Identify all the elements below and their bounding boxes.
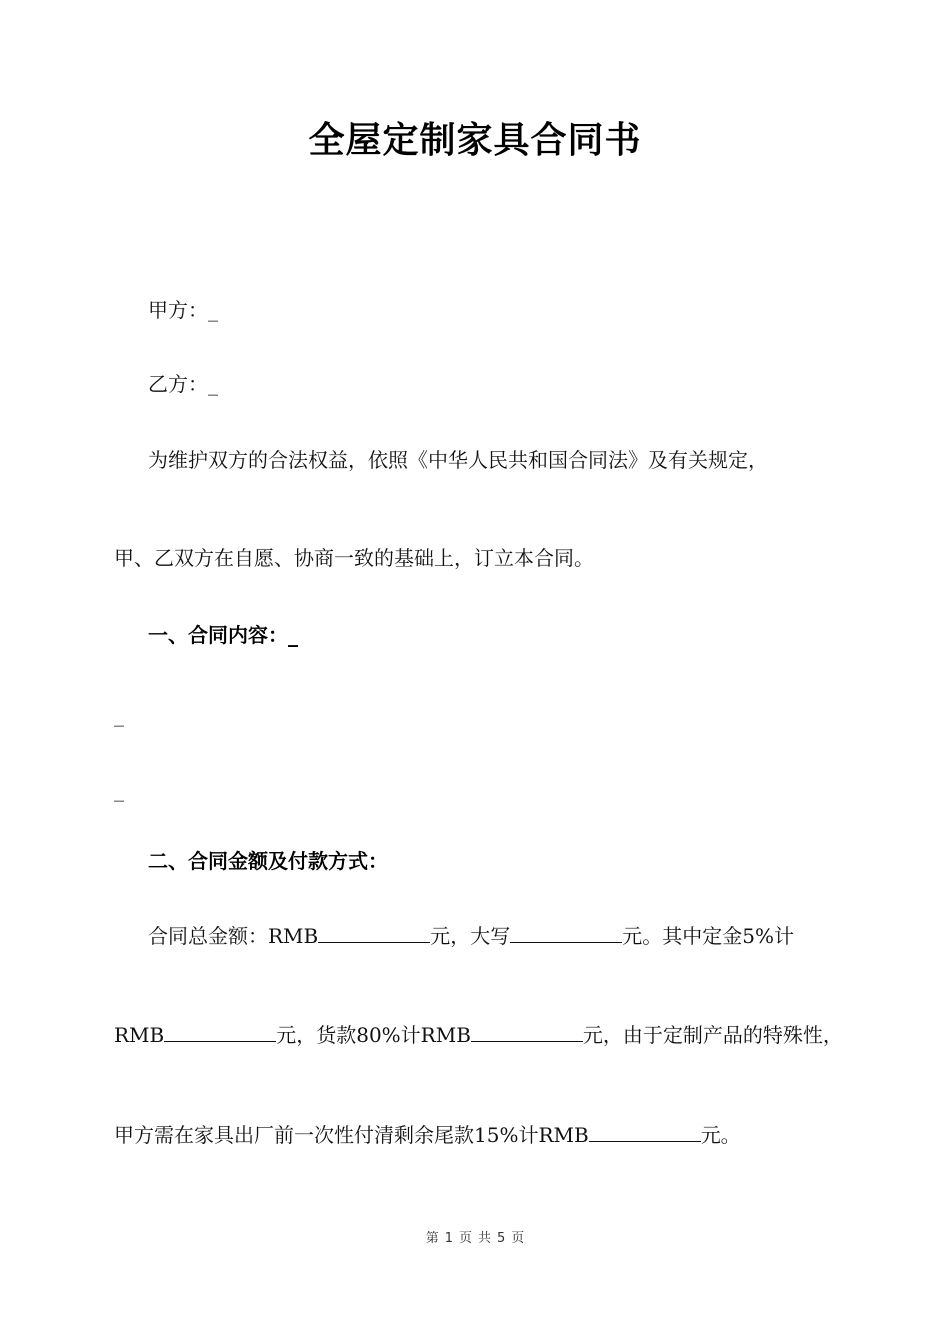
amount-line-3-part-2: 元。 (700, 1123, 741, 1147)
section-1-blank-line-2: _ (114, 778, 124, 802)
section-1-heading-text: 一、合同内容： (148, 623, 288, 647)
footer-page-mid: 页 (458, 1231, 472, 1246)
footer-current-page: 1 (444, 1231, 453, 1246)
amount-line-2-part-3: 元，由于定制产品的特殊性， (582, 1023, 843, 1047)
document-title: 全屋定制家具合同书 (308, 120, 642, 161)
footer-page-prefix: 第 (425, 1231, 439, 1246)
amount-line-1-part-3: 元。其中定金5%计 (622, 924, 794, 948)
goods-payment-blank (471, 1023, 583, 1042)
amount-line-2-part-2: 元，货款80%计RMB (276, 1023, 471, 1047)
final-payment-blank (589, 1123, 701, 1142)
section-1-heading-blank: _ (288, 623, 298, 647)
footer-page-suffix: 页 (511, 1231, 525, 1246)
amount-line-1-part-2: 元，大写 (430, 924, 511, 948)
footer-total-pages: 5 (497, 1231, 506, 1246)
amount-line-1 (148, 921, 794, 951)
footer-total-prefix: 共 (478, 1231, 492, 1246)
party-a-label: 甲方： (148, 298, 208, 322)
amount-line-3 (114, 1120, 741, 1150)
amount-line-1-part-1: 合同总金额：RMB (148, 924, 319, 948)
party-a-line (148, 295, 218, 325)
section-1-blank-line-1: _ (114, 703, 124, 727)
deposit-amount-blank (164, 1023, 276, 1042)
amount-line-2 (114, 1020, 843, 1050)
total-amount-words-blank (510, 924, 622, 943)
amount-line-2-part-1: RMB (114, 1023, 165, 1047)
amount-line-3-part-1: 甲方需在家具出厂前一次性付清剩余尾款15%计RMB (114, 1123, 589, 1147)
page-footer (0, 1229, 950, 1249)
section-1-heading (148, 620, 298, 650)
section-2-heading: 二、合同金额及付款方式： (148, 849, 388, 873)
total-amount-blank (318, 924, 430, 943)
party-b-line (148, 369, 218, 399)
party-b-value: _ (208, 372, 218, 396)
party-a-value: _ (208, 298, 218, 322)
preamble-line-2: 甲、乙双方在自愿、协商一致的基础上，订立本合同。 (114, 546, 594, 570)
party-b-label: 乙方： (148, 372, 208, 396)
preamble-line-1: 为维护双方的合法权益，依照《中华人民共和国合同法》及有关规定， (148, 448, 768, 472)
